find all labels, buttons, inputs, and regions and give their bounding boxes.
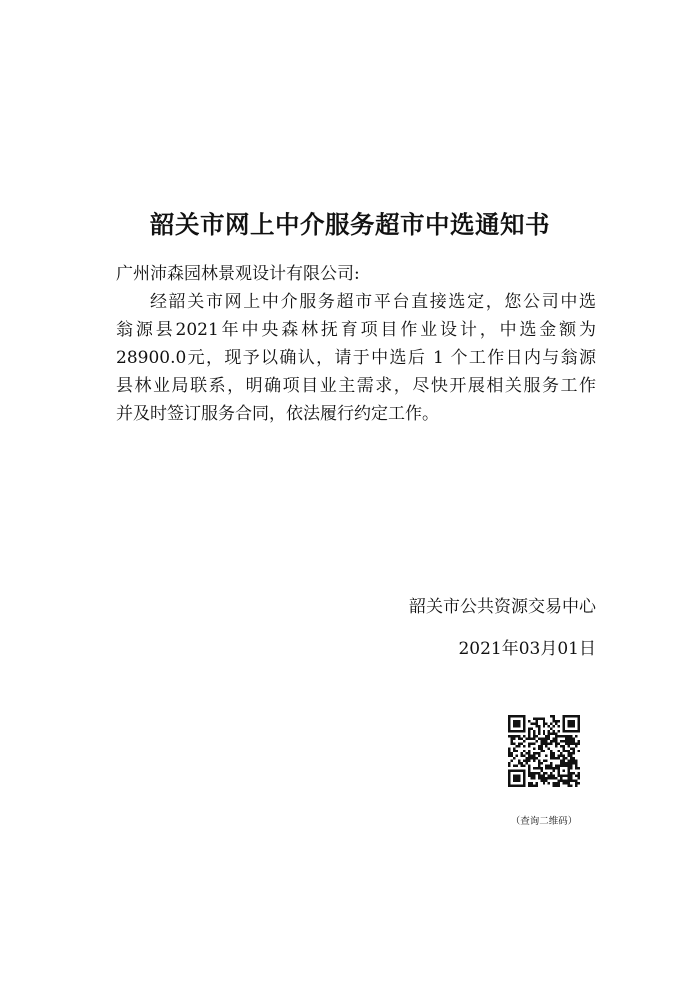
document-title: 韶关市网上中介服务超市中选通知书 — [150, 210, 550, 239]
qr-code-icon[interactable] — [508, 715, 580, 787]
issuer-name: 韶关市公共资源交易中心 — [409, 597, 596, 617]
body-line: 28900.0元，现予以确认，请于中选后 1 个工作日内与翁源 — [116, 348, 597, 368]
notice-body — [116, 288, 596, 428]
issue-date: 2021年03月01日 — [458, 639, 596, 659]
body-line: 县林业局联系，明确项目业主需求，尽快开展相关服务工作 — [116, 376, 596, 396]
addressee: 广州沛森园林景观设计有限公司: — [116, 264, 360, 284]
body-line: 经韶关市网上中介服务超市平台直接选定，您公司中选 — [150, 292, 596, 312]
body-line: 并及时签订服务合同，依法履行约定工作。 — [116, 404, 439, 424]
body-line: 翁源县2021年中央森林抚育项目作业设计，中选金额为 — [116, 320, 596, 340]
qr-caption: （查询二维码） — [510, 816, 578, 827]
